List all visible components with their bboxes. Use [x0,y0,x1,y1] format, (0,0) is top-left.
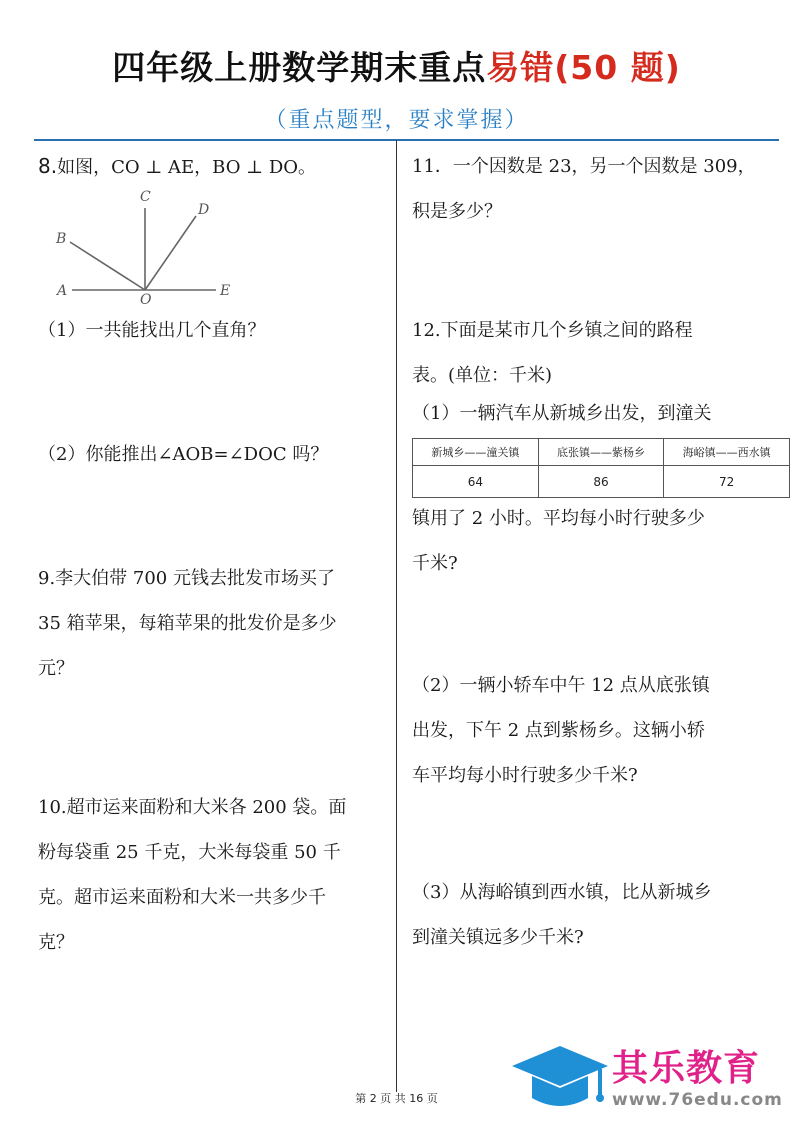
question-12-part-2-line: 出发，下午 2 点到紫杨乡。这辆小轿 [412,720,705,741]
question-10-line: 粉每袋重 25 千克，大米每袋重 50 千 [38,842,341,863]
column-divider [396,140,397,1092]
question-11 [412,144,762,234]
table-header-cell: 海峪镇——西水镇 [664,439,790,466]
question-12-line: 12.下面是某市几个乡镇之间的路程 [412,320,693,341]
question-10-line: 克。超市运来面粉和大米一共多少千 [38,887,326,908]
question-12-part-2-line: （2）一辆小轿车中午 12 点从底张镇 [412,675,710,696]
question-8-part-1: （1）一共能找出几个直角？ [38,320,266,341]
route-distance-table [412,438,790,498]
question-12-line: 表。(单位：千米) [412,365,553,386]
question-9-line: 元？ [38,658,74,679]
question-12-part-3-line: 到潼关镇远多少千米? [412,927,584,948]
table-cell: 64 [413,466,539,498]
label-b: B [56,231,67,247]
question-8-number: 8. [38,154,58,178]
label-d: D [198,202,210,218]
question-12-part-1-rest [412,496,762,586]
table-header-cell: 新城乡——潼关镇 [413,439,539,466]
table-header-cell: 底张镇——紫杨乡 [538,439,664,466]
graduation-cap-icon [512,1046,608,1106]
question-8 [38,144,388,190]
logo-name: 其乐教育 [612,1048,761,1089]
page-subtitle: （重点题型，要求掌握） [264,108,529,133]
question-8-part-2: （2）你能推出∠AOB=∠DOC 吗？ [38,444,329,465]
label-c: C [140,189,151,205]
question-12-part-1-line: 千米? [412,553,458,574]
question-12-part-1-intro: （1）一辆汽车从新城乡出发，到潼关 [412,403,712,424]
question-11-line: 积是多少？ [412,201,502,222]
question-12-part-3-line: （3）从海峪镇到西水镇，比从新城乡 [412,882,712,903]
question-10-line: 10.超市运来面粉和大米各 200 袋。面 [38,797,347,818]
question-11-line: 11．一个因数是 23，另一个因数是 309， [412,156,756,177]
header-divider [34,139,779,141]
table-row [413,466,790,498]
question-12-part-3 [412,870,762,960]
question-9-line: 35 箱苹果，每箱苹果的批发价是多少 [38,613,337,634]
title-main: 四年级上册数学期末重点 [112,48,487,87]
question-12-part-2 [412,663,762,798]
ray-od [145,216,196,290]
logo-url: www.76edu.com [612,1090,783,1110]
question-10 [38,785,388,965]
question-10-line: 克？ [38,932,74,953]
question-12-part-1-line: 镇用了 2 小时。平均每小时行驶多少 [412,508,705,529]
table-cell: 72 [664,466,790,498]
table-header-row [413,439,790,466]
angle-figure [48,186,248,306]
page-title [0,42,793,89]
page-number: 第 2 页 共 16 页 [355,1092,438,1105]
question-12-part-2-line: 车平均每小时行驶多少千米? [412,765,638,786]
question-9-line: 9.李大伯带 700 元钱去批发市场买了 [38,568,335,589]
label-a: A [57,283,68,299]
table-cell: 86 [538,466,664,498]
title-highlight: 易错(50 题) [486,48,681,87]
label-o: O [140,292,152,306]
question-8-text: 如图，CO ⊥ AE，BO ⊥ DO。 [57,157,317,178]
question-12 [412,308,762,398]
label-e: E [220,283,231,299]
question-9 [38,556,388,691]
ray-ob [70,242,145,290]
